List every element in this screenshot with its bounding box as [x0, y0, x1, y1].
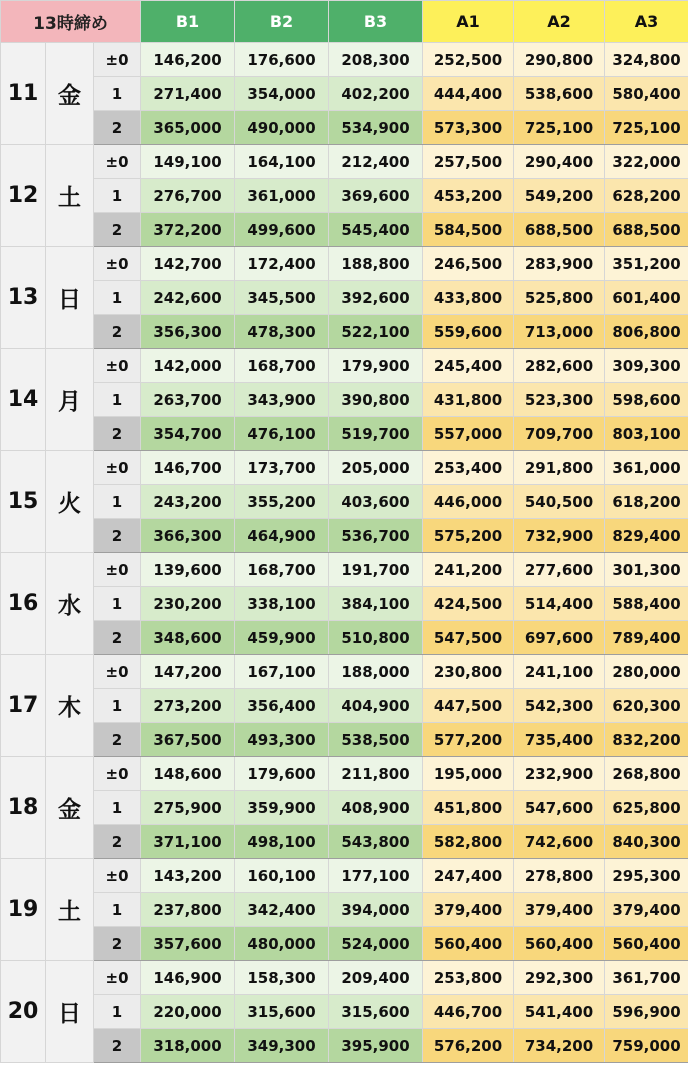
tier-cell: 2: [94, 417, 141, 451]
price-cell: 510,800: [329, 621, 423, 655]
price-cell: 247,400: [423, 859, 514, 893]
price-cell: 582,800: [423, 825, 514, 859]
price-cell: 367,500: [141, 723, 235, 757]
table-row: [1, 689, 688, 723]
price-cell: 538,500: [329, 723, 423, 757]
price-cell: 220,000: [141, 995, 235, 1029]
price-cell: 277,600: [514, 553, 605, 587]
price-cell: 446,000: [423, 485, 514, 519]
price-cell: 404,900: [329, 689, 423, 723]
price-cell: 519,700: [329, 417, 423, 451]
table-row: [1, 145, 688, 179]
tier-cell: 1: [94, 179, 141, 213]
price-cell: 172,400: [235, 247, 329, 281]
price-cell: 832,200: [605, 723, 688, 757]
price-cell: 278,800: [514, 859, 605, 893]
table-row: [1, 757, 688, 791]
price-cell: 371,100: [141, 825, 235, 859]
weekday-cell: 月: [46, 349, 94, 451]
price-cell: 806,800: [605, 315, 688, 349]
price-cell: 290,800: [514, 43, 605, 77]
price-cell: 541,400: [514, 995, 605, 1029]
price-cell: 447,500: [423, 689, 514, 723]
price-cell: 315,600: [235, 995, 329, 1029]
price-cell: 601,400: [605, 281, 688, 315]
price-cell: 301,300: [605, 553, 688, 587]
price-cell: 158,300: [235, 961, 329, 995]
price-cell: 408,900: [329, 791, 423, 825]
price-cell: 734,200: [514, 1029, 605, 1063]
price-cell: 580,400: [605, 77, 688, 111]
price-cell: 560,400: [423, 927, 514, 961]
price-cell: 322,000: [605, 145, 688, 179]
price-cell: 444,400: [423, 77, 514, 111]
price-cell: 618,200: [605, 485, 688, 519]
table-row: [1, 859, 688, 893]
price-cell: 361,000: [605, 451, 688, 485]
price-cell: 575,200: [423, 519, 514, 553]
price-cell: 309,300: [605, 349, 688, 383]
price-cell: 242,600: [141, 281, 235, 315]
price-cell: 709,700: [514, 417, 605, 451]
price-cell: 464,900: [235, 519, 329, 553]
tier-cell: 2: [94, 1029, 141, 1063]
price-cell: 230,800: [423, 655, 514, 689]
price-cell: 147,200: [141, 655, 235, 689]
price-cell: 395,900: [329, 1029, 423, 1063]
date-cell: 12: [1, 145, 46, 247]
price-cell: 205,000: [329, 451, 423, 485]
tier-cell: ±0: [94, 757, 141, 791]
tier-cell: ±0: [94, 145, 141, 179]
price-cell: 149,100: [141, 145, 235, 179]
weekday-cell: 水: [46, 553, 94, 655]
price-cell: 271,400: [141, 77, 235, 111]
price-cell: 280,000: [605, 655, 688, 689]
price-cell: 446,700: [423, 995, 514, 1029]
column-header-b1: B1: [141, 1, 235, 43]
date-cell: 16: [1, 553, 46, 655]
date-cell: 11: [1, 43, 46, 145]
price-cell: 379,400: [605, 893, 688, 927]
table-row: [1, 825, 688, 859]
table-row: [1, 111, 688, 145]
price-cell: 459,900: [235, 621, 329, 655]
price-cell: 547,600: [514, 791, 605, 825]
price-cell: 742,600: [514, 825, 605, 859]
price-cell: 379,400: [423, 893, 514, 927]
price-cell: 732,900: [514, 519, 605, 553]
price-cell: 384,100: [329, 587, 423, 621]
tier-cell: ±0: [94, 43, 141, 77]
price-cell: 523,300: [514, 383, 605, 417]
price-cell: 596,900: [605, 995, 688, 1029]
price-cell: 542,300: [514, 689, 605, 723]
date-cell: 19: [1, 859, 46, 961]
price-cell: 559,600: [423, 315, 514, 349]
tier-cell: 2: [94, 315, 141, 349]
price-cell: 540,500: [514, 485, 605, 519]
price-cell: 146,200: [141, 43, 235, 77]
table-row: [1, 519, 688, 553]
price-cell: 168,700: [235, 349, 329, 383]
tier-cell: ±0: [94, 655, 141, 689]
tier-cell: 2: [94, 111, 141, 145]
price-cell: 212,400: [329, 145, 423, 179]
table-row: [1, 179, 688, 213]
table-row: [1, 485, 688, 519]
price-cell: 179,600: [235, 757, 329, 791]
price-cell: 789,400: [605, 621, 688, 655]
table-row: [1, 349, 688, 383]
price-cell: 536,700: [329, 519, 423, 553]
table-row: [1, 587, 688, 621]
price-cell: 598,600: [605, 383, 688, 417]
price-cell: 557,000: [423, 417, 514, 451]
table-row: [1, 281, 688, 315]
tier-cell: 1: [94, 383, 141, 417]
table-row: [1, 77, 688, 111]
price-cell: 355,200: [235, 485, 329, 519]
tier-cell: ±0: [94, 859, 141, 893]
column-header-b3: B3: [329, 1, 423, 43]
price-cell: 549,200: [514, 179, 605, 213]
price-cell: 345,500: [235, 281, 329, 315]
price-cell: 245,400: [423, 349, 514, 383]
price-cell: 237,800: [141, 893, 235, 927]
table-row: [1, 383, 688, 417]
price-cell: 208,300: [329, 43, 423, 77]
price-cell: 315,600: [329, 995, 423, 1029]
tier-cell: 2: [94, 927, 141, 961]
tier-cell: ±0: [94, 553, 141, 587]
table-row: [1, 315, 688, 349]
price-cell: 476,100: [235, 417, 329, 451]
table-row: [1, 553, 688, 587]
tier-cell: 2: [94, 519, 141, 553]
price-cell: 343,900: [235, 383, 329, 417]
price-cell: 243,200: [141, 485, 235, 519]
price-cell: 499,600: [235, 213, 329, 247]
tier-cell: 1: [94, 893, 141, 927]
price-cell: 392,600: [329, 281, 423, 315]
price-cell: 177,100: [329, 859, 423, 893]
price-cell: 291,800: [514, 451, 605, 485]
price-cell: 451,800: [423, 791, 514, 825]
price-cell: 725,100: [514, 111, 605, 145]
price-cell: 359,900: [235, 791, 329, 825]
price-cell: 318,000: [141, 1029, 235, 1063]
price-cell: 547,500: [423, 621, 514, 655]
price-cell: 365,000: [141, 111, 235, 145]
price-cell: 390,800: [329, 383, 423, 417]
price-cell: 478,300: [235, 315, 329, 349]
price-cell: 356,400: [235, 689, 329, 723]
price-cell: 349,300: [235, 1029, 329, 1063]
price-cell: 292,300: [514, 961, 605, 995]
price-cell: 357,600: [141, 927, 235, 961]
price-cell: 840,300: [605, 825, 688, 859]
tier-cell: ±0: [94, 961, 141, 995]
price-cell: 160,100: [235, 859, 329, 893]
price-cell: 713,000: [514, 315, 605, 349]
price-cell: 179,900: [329, 349, 423, 383]
table-row: [1, 723, 688, 757]
tier-cell: 1: [94, 77, 141, 111]
weekday-cell: 日: [46, 961, 94, 1063]
price-cell: 263,700: [141, 383, 235, 417]
price-cell: 525,800: [514, 281, 605, 315]
price-cell: 560,400: [605, 927, 688, 961]
price-cell: 394,000: [329, 893, 423, 927]
table-row: [1, 655, 688, 689]
price-cell: 211,800: [329, 757, 423, 791]
tier-cell: 2: [94, 723, 141, 757]
column-header-a2: A2: [514, 1, 605, 43]
price-cell: 230,200: [141, 587, 235, 621]
table-row: [1, 1029, 688, 1063]
price-cell: 354,700: [141, 417, 235, 451]
price-cell: 493,300: [235, 723, 329, 757]
price-cell: 232,900: [514, 757, 605, 791]
price-cell: 188,800: [329, 247, 423, 281]
price-cell: 759,000: [605, 1029, 688, 1063]
table-body: [1, 43, 688, 1063]
price-cell: 253,400: [423, 451, 514, 485]
price-cell: 146,900: [141, 961, 235, 995]
price-cell: 620,300: [605, 689, 688, 723]
weekday-cell: 木: [46, 655, 94, 757]
price-cell: 282,600: [514, 349, 605, 383]
table-row: [1, 43, 688, 77]
price-cell: 584,500: [423, 213, 514, 247]
table-row: [1, 791, 688, 825]
tier-cell: 1: [94, 995, 141, 1029]
price-cell: 342,400: [235, 893, 329, 927]
date-cell: 14: [1, 349, 46, 451]
tier-cell: 1: [94, 689, 141, 723]
date-cell: 13: [1, 247, 46, 349]
price-cell: 348,600: [141, 621, 235, 655]
table-row: [1, 961, 688, 995]
date-cell: 17: [1, 655, 46, 757]
price-cell: 498,100: [235, 825, 329, 859]
weekday-cell: 金: [46, 757, 94, 859]
price-cell: 543,800: [329, 825, 423, 859]
price-cell: 148,600: [141, 757, 235, 791]
price-cell: 164,100: [235, 145, 329, 179]
price-cell: 372,200: [141, 213, 235, 247]
column-header-b2: B2: [235, 1, 329, 43]
price-cell: 588,400: [605, 587, 688, 621]
price-cell: 628,200: [605, 179, 688, 213]
tier-cell: 1: [94, 485, 141, 519]
price-cell: 366,300: [141, 519, 235, 553]
price-cell: 725,100: [605, 111, 688, 145]
price-cell: 356,300: [141, 315, 235, 349]
weekday-cell: 土: [46, 145, 94, 247]
price-cell: 351,200: [605, 247, 688, 281]
price-cell: 480,000: [235, 927, 329, 961]
price-cell: 573,300: [423, 111, 514, 145]
price-cell: 146,700: [141, 451, 235, 485]
tier-cell: 1: [94, 587, 141, 621]
price-cell: 379,400: [514, 893, 605, 927]
price-cell: 241,100: [514, 655, 605, 689]
table-row: [1, 995, 688, 1029]
column-header-a1: A1: [423, 1, 514, 43]
date-cell: 15: [1, 451, 46, 553]
price-cell: 142,000: [141, 349, 235, 383]
price-cell: 142,700: [141, 247, 235, 281]
date-cell: 18: [1, 757, 46, 859]
tier-cell: 1: [94, 281, 141, 315]
price-cell: 173,700: [235, 451, 329, 485]
price-cell: 324,800: [605, 43, 688, 77]
price-cell: 188,000: [329, 655, 423, 689]
table-row: [1, 451, 688, 485]
price-cell: 354,000: [235, 77, 329, 111]
date-cell: 20: [1, 961, 46, 1063]
price-cell: 453,200: [423, 179, 514, 213]
price-cell: 735,400: [514, 723, 605, 757]
price-cell: 433,800: [423, 281, 514, 315]
price-cell: 253,800: [423, 961, 514, 995]
price-cell: 803,100: [605, 417, 688, 451]
price-cell: 424,500: [423, 587, 514, 621]
price-cell: 490,000: [235, 111, 329, 145]
price-cell: 403,600: [329, 485, 423, 519]
price-cell: 361,700: [605, 961, 688, 995]
price-cell: 402,200: [329, 77, 423, 111]
price-cell: 168,700: [235, 553, 329, 587]
price-cell: 829,400: [605, 519, 688, 553]
price-cell: 688,500: [605, 213, 688, 247]
price-cell: 545,400: [329, 213, 423, 247]
weekday-cell: 金: [46, 43, 94, 145]
header-row: [1, 1, 688, 43]
price-cell: 257,500: [423, 145, 514, 179]
weekday-cell: 土: [46, 859, 94, 961]
price-cell: 577,200: [423, 723, 514, 757]
price-cell: 576,200: [423, 1029, 514, 1063]
price-cell: 560,400: [514, 927, 605, 961]
table-row: [1, 621, 688, 655]
price-cell: 524,000: [329, 927, 423, 961]
table-row: [1, 213, 688, 247]
table-row: [1, 893, 688, 927]
tier-cell: 2: [94, 621, 141, 655]
price-cell: 276,700: [141, 179, 235, 213]
price-cell: 295,300: [605, 859, 688, 893]
tier-cell: ±0: [94, 247, 141, 281]
price-cell: 361,000: [235, 179, 329, 213]
price-cell: 431,800: [423, 383, 514, 417]
price-cell: 275,900: [141, 791, 235, 825]
price-cell: 688,500: [514, 213, 605, 247]
price-cell: 534,900: [329, 111, 423, 145]
price-cell: 538,600: [514, 77, 605, 111]
tier-cell: ±0: [94, 451, 141, 485]
tier-cell: 2: [94, 213, 141, 247]
table-row: [1, 247, 688, 281]
price-cell: 369,600: [329, 179, 423, 213]
price-cell: 246,500: [423, 247, 514, 281]
price-cell: 268,800: [605, 757, 688, 791]
weekday-cell: 火: [46, 451, 94, 553]
price-cell: 290,400: [514, 145, 605, 179]
price-cell: 514,400: [514, 587, 605, 621]
price-cell: 273,200: [141, 689, 235, 723]
price-cell: 195,000: [423, 757, 514, 791]
price-cell: 338,100: [235, 587, 329, 621]
price-cell: 241,200: [423, 553, 514, 587]
table-row: [1, 417, 688, 451]
price-cell: 139,600: [141, 553, 235, 587]
tier-cell: ±0: [94, 349, 141, 383]
price-cell: 625,800: [605, 791, 688, 825]
deadline-label: 13時締め: [1, 1, 141, 43]
price-cell: 191,700: [329, 553, 423, 587]
price-cell: 283,900: [514, 247, 605, 281]
price-cell: 209,400: [329, 961, 423, 995]
tier-cell: 1: [94, 791, 141, 825]
price-cell: 167,100: [235, 655, 329, 689]
price-cell: 522,100: [329, 315, 423, 349]
weekday-cell: 日: [46, 247, 94, 349]
price-cell: 176,600: [235, 43, 329, 77]
column-header-a3: A3: [605, 1, 688, 43]
price-cell: 252,500: [423, 43, 514, 77]
price-cell: 143,200: [141, 859, 235, 893]
price-cell: 697,600: [514, 621, 605, 655]
table-row: [1, 927, 688, 961]
tier-cell: 2: [94, 825, 141, 859]
